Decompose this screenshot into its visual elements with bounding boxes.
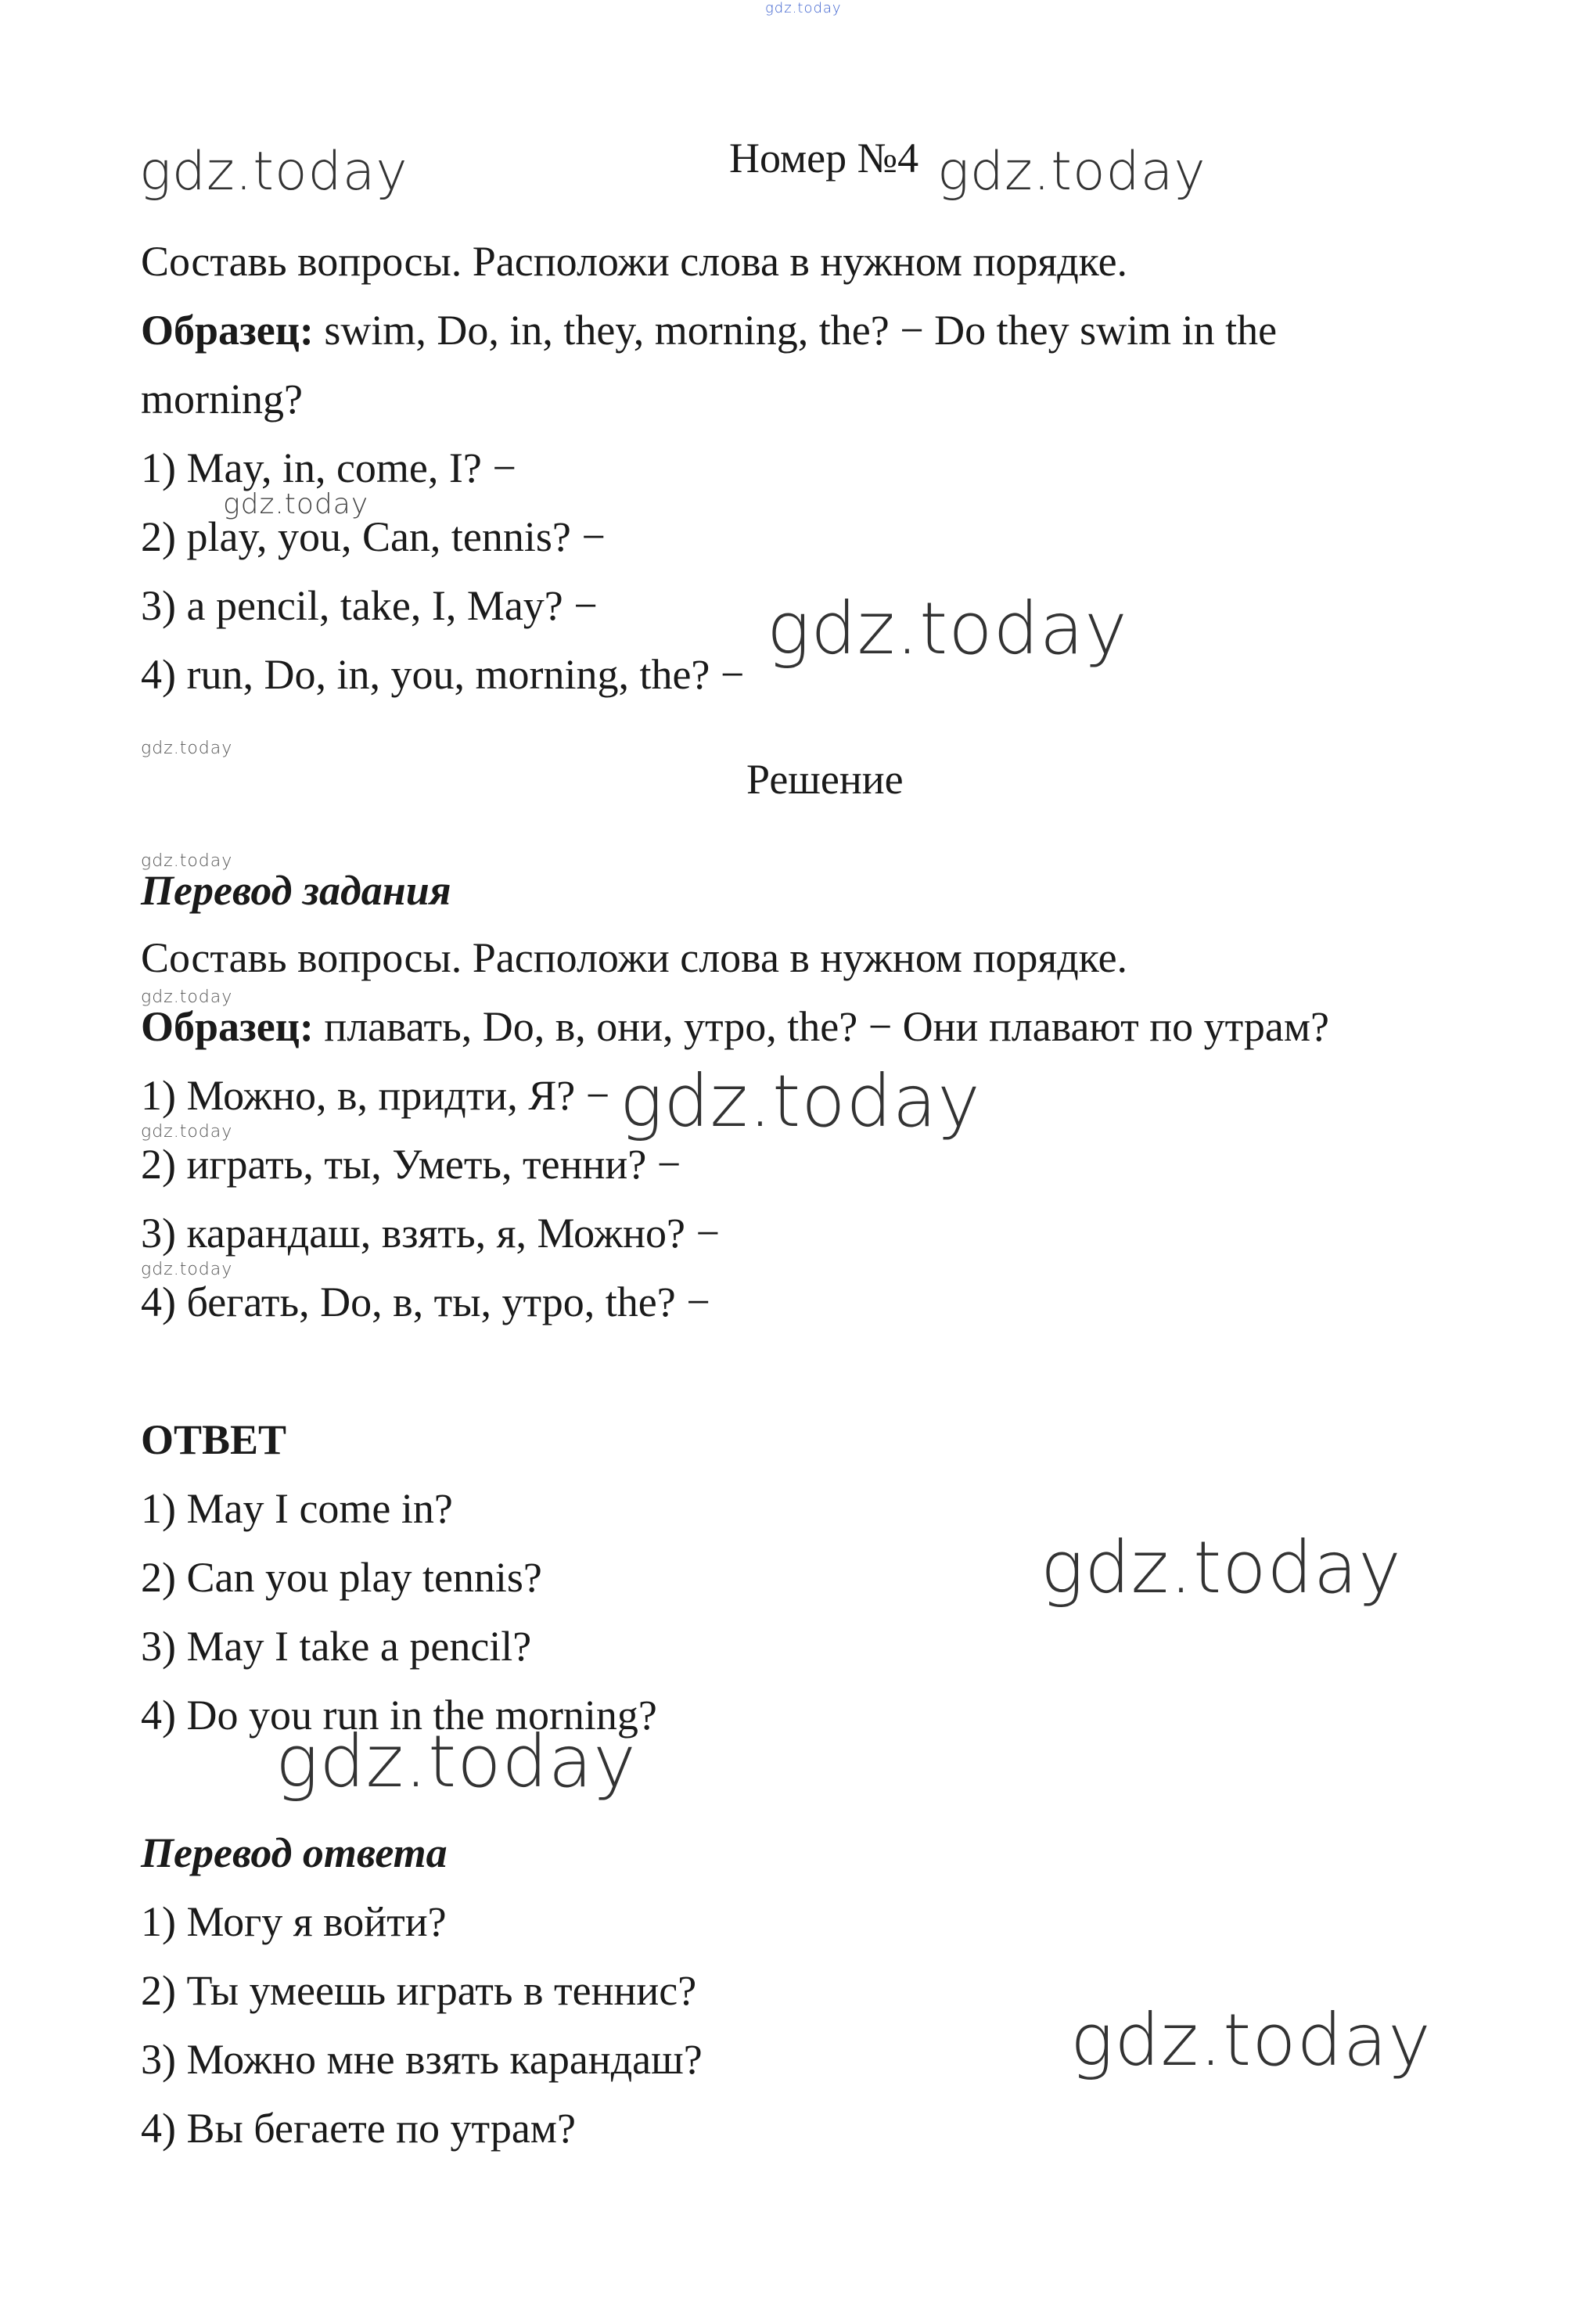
watermark-header-right: gdz.today [937, 141, 1206, 203]
solution-example [141, 1002, 1329, 1052]
task-example-text: swim, Do, in, they, morning, the? − Do they swim in the [313, 307, 1278, 354]
answer-translation-heading: Перевод ответа [141, 1829, 448, 1876]
solution-example-text: плавать, Do, в, они, утро, the? − Они плавают по утрам? [313, 1003, 1330, 1050]
solution-item-3: 3) карандаш, взять, я, Можно? − [141, 1210, 720, 1257]
watermark-tiny-3: gdz.today [141, 987, 233, 1007]
answer-item-2: 2) Can you play tennis? [141, 1554, 542, 1601]
task-instruction: Составь вопросы. Расположи слова в нужном порядке. [141, 238, 1128, 285]
watermark-large-4: gdz.today [275, 1720, 637, 1804]
watermark-header-left: gdz.today [139, 141, 408, 203]
answer-translation-item-3: 3) Можно мне взять карандаш? [141, 2036, 703, 2083]
watermark-top: gdz.today [765, 0, 842, 16]
solution-item-1: 1) Можно, в, придти, Я? − [141, 1072, 610, 1119]
answer-translation-item-1: 1) Могу я войти? [141, 1898, 447, 1945]
watermark-tiny-5: gdz.today [141, 1260, 233, 1279]
task-item-3: 3) a pencil, take, I, May? − [141, 582, 598, 629]
translation-heading: Перевод задания [141, 867, 451, 914]
task-number: Номер №4 [729, 135, 919, 182]
solution-example-label: Образец: [141, 1003, 314, 1050]
answer-item-4: 4) Do you run in the morning? [141, 1692, 657, 1739]
watermark-tiny-1: gdz.today [141, 739, 233, 758]
answer-item-1: 1) May I come in? [141, 1485, 453, 1532]
watermark-tiny-4: gdz.today [141, 1122, 233, 1142]
answer-heading: ОТВЕТ [141, 1416, 287, 1463]
answer-item-3: 3) May I take a pencil? [141, 1623, 532, 1670]
task-example-cont: morning? [141, 376, 303, 423]
watermark-large-1: gdz.today [767, 587, 1128, 671]
watermark-large-3: gdz.today [1041, 1526, 1402, 1609]
solution-item-4: 4) бегать, Do, в, ты, утро, the? − [141, 1278, 710, 1325]
watermark-large-5: gdz.today [1070, 1998, 1432, 2082]
solution-item-2: 2) играть, ты, Уметь, тенни? − [141, 1141, 681, 1188]
watermark-tiny-2: gdz.today [141, 851, 233, 871]
solution-title: Решение [746, 756, 904, 803]
task-example-label: Образец: [141, 307, 314, 354]
task-item-2: 2) play, you, Can, tennis? − [141, 513, 606, 560]
answer-translation-item-4: 4) Вы бегаете по утрам? [141, 2105, 576, 2152]
solution-instruction: Составь вопросы. Расположи слова в нужном порядке. [141, 934, 1128, 981]
answer-translation-item-2: 2) Ты умеешь играть в теннис? [141, 1967, 697, 2014]
watermark-large-2: gdz.today [620, 1059, 981, 1143]
task-example [141, 305, 1277, 355]
task-item-1: 1) May, in, come, I? − [141, 444, 516, 491]
watermark-small-1: gdz.today [223, 488, 369, 520]
task-item-4: 4) run, Do, in, you, morning, the? − [141, 651, 745, 698]
